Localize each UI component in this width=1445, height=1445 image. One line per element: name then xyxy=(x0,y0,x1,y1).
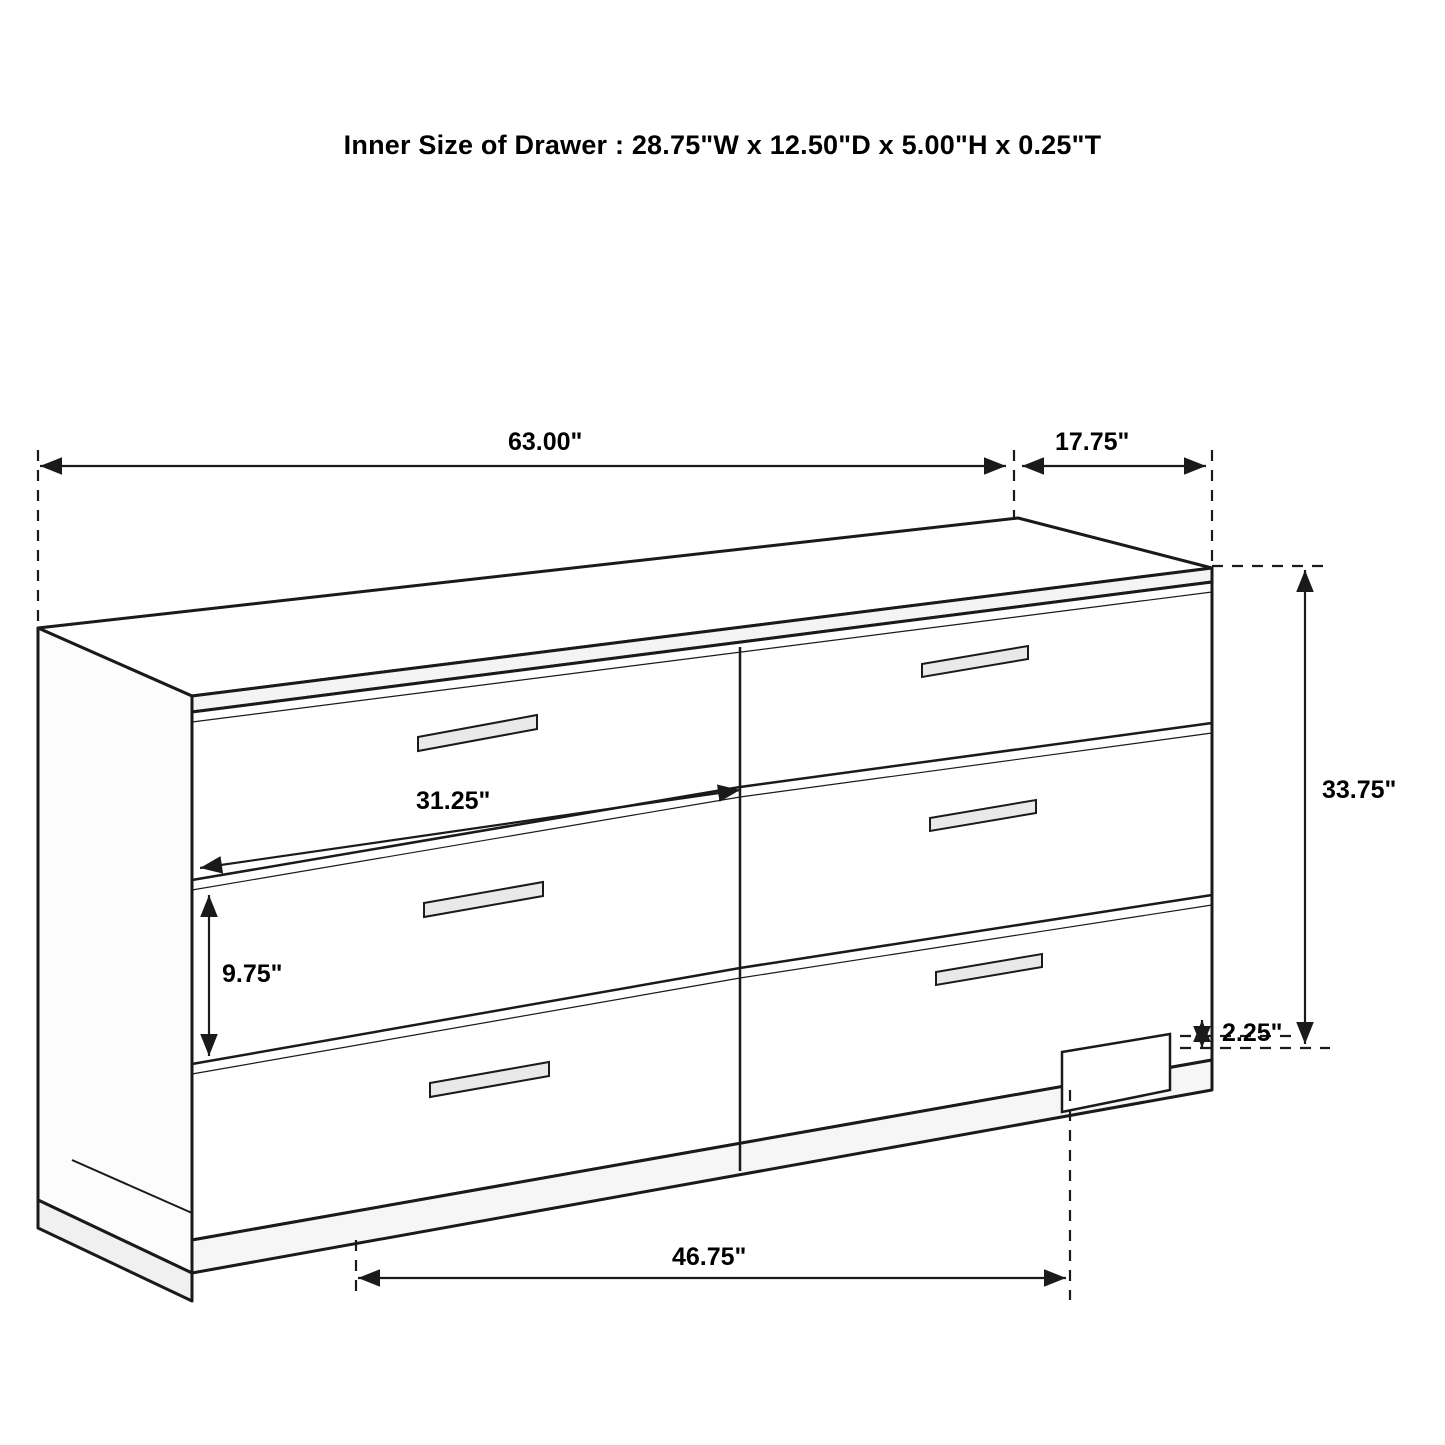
label-base-height: 2.25" xyxy=(1222,1019,1283,1047)
label-drawer-height: 9.75" xyxy=(222,960,283,988)
label-height-right: 33.75" xyxy=(1322,776,1397,804)
label-base-width: 46.75" xyxy=(672,1243,747,1271)
cabinet-left-side xyxy=(38,628,192,1273)
dresser-body xyxy=(38,518,1212,1301)
label-width-top: 63.00" xyxy=(508,428,583,456)
page-title: Inner Size of Drawer : 28.75"W x 12.50"D x 5.00"H x 0.25"T xyxy=(343,130,1102,160)
label-drawer-width: 31.25" xyxy=(416,787,491,815)
label-depth-top: 17.75" xyxy=(1055,428,1130,456)
